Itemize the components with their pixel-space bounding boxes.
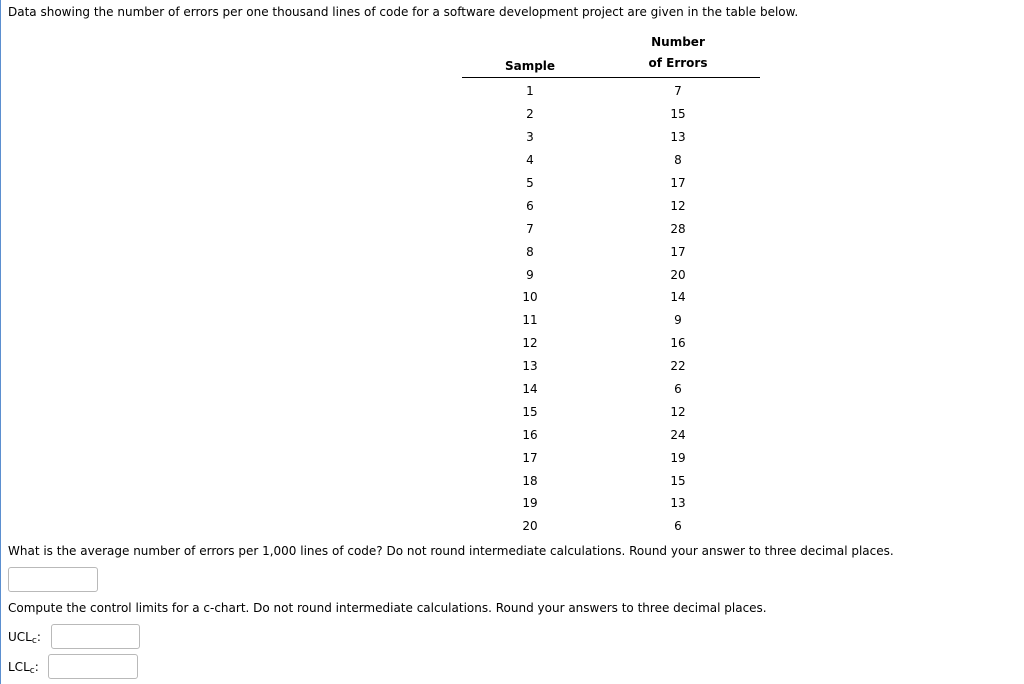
errors-cell: 17 xyxy=(670,244,686,259)
errors-cell: 17 xyxy=(670,176,686,190)
errors-cell: 14 xyxy=(670,290,686,305)
ucl-label xyxy=(8,629,41,649)
sample-cell: 13 xyxy=(522,359,538,374)
table-row xyxy=(462,400,760,423)
sample-cell: 6 xyxy=(526,198,534,213)
header-errors-line2: of Errors xyxy=(648,56,708,70)
table-row xyxy=(462,423,760,446)
lcl-colon: : xyxy=(34,660,39,674)
header-number-of-errors xyxy=(610,32,746,74)
table-body xyxy=(462,78,760,538)
errors-cell: 9 xyxy=(674,313,682,328)
errors-cell: 12 xyxy=(670,404,686,419)
question-average: What is the average number of errors per 1,000 lines of code? Do not round intermediate calculations. Round your answer to three decimal places. xyxy=(8,544,894,558)
sample-cell: 10 xyxy=(522,290,538,305)
errors-cell: 20 xyxy=(670,267,686,282)
lcl-subscript: c xyxy=(29,666,35,676)
sample-cell: 2 xyxy=(526,107,534,122)
sample-cell: 1 xyxy=(526,84,534,99)
intro-text: Data showing the number of errors per one thousand lines of code for a software development project are given in the table below. xyxy=(8,5,799,19)
errors-cell: 7 xyxy=(674,84,682,99)
sample-cell: 15 xyxy=(522,404,538,419)
sample-cell: 20 xyxy=(522,519,538,534)
errors-cell: 22 xyxy=(670,359,686,374)
table-row xyxy=(462,149,760,172)
sample-cell: 11 xyxy=(522,313,538,328)
sample-cell: 14 xyxy=(522,382,538,397)
left-border-rule xyxy=(0,0,1,684)
sample-cell: 18 xyxy=(522,473,538,488)
table-row xyxy=(462,378,760,401)
errors-cell: 13 xyxy=(670,130,686,145)
ucl-colon: : xyxy=(36,630,41,644)
lcl-label xyxy=(8,659,39,679)
table-row xyxy=(462,194,760,217)
table-row xyxy=(462,217,760,240)
sample-cell: 12 xyxy=(522,336,538,351)
table-header xyxy=(462,36,760,78)
average-errors-input[interactable] xyxy=(8,567,98,592)
table-row xyxy=(462,446,760,469)
header-errors-line1: Number xyxy=(651,35,705,49)
table-row xyxy=(462,355,760,378)
sample-cell: 7 xyxy=(526,221,534,236)
errors-cell: 8 xyxy=(674,153,682,168)
ucl-subscript: c xyxy=(31,636,37,646)
errors-cell: 15 xyxy=(670,473,686,488)
errors-cell: 6 xyxy=(674,519,682,534)
sample-cell: 17 xyxy=(522,450,538,465)
errors-cell: 15 xyxy=(670,107,686,122)
errors-cell: 16 xyxy=(670,336,686,351)
table-row xyxy=(462,126,760,149)
question-control-limits: Compute the control limits for a c-chart. Do not round intermediate calculations. Round your answers to three decimal places. xyxy=(8,601,767,615)
errors-cell: 24 xyxy=(670,427,686,442)
ucl-prefix: UCL xyxy=(8,630,32,644)
sample-cell: 19 xyxy=(522,496,538,511)
table-row xyxy=(462,240,760,263)
table-row xyxy=(462,469,760,492)
table-row xyxy=(462,309,760,332)
sample-cell: 9 xyxy=(526,267,534,282)
lcl-prefix: LCL xyxy=(8,660,30,674)
lcl-input[interactable] xyxy=(48,654,138,679)
errors-cell: 12 xyxy=(670,198,686,213)
sample-cell: 5 xyxy=(526,176,534,190)
table-row xyxy=(462,80,760,103)
errors-cell: 13 xyxy=(670,496,686,511)
header-sample: Sample xyxy=(504,59,556,73)
errors-cell: 28 xyxy=(670,221,686,236)
table-row xyxy=(462,172,760,195)
sample-cell: 3 xyxy=(526,130,534,145)
sample-cell: 4 xyxy=(526,153,534,168)
errors-cell: 6 xyxy=(674,382,682,397)
table-row xyxy=(462,332,760,355)
sample-cell: 16 xyxy=(522,427,538,442)
table-row xyxy=(462,515,760,538)
errors-cell: 19 xyxy=(670,450,686,465)
table-row xyxy=(462,286,760,309)
table-row xyxy=(462,103,760,126)
table-row xyxy=(462,263,760,286)
table-row xyxy=(462,492,760,515)
ucl-input[interactable] xyxy=(51,624,140,649)
errors-table xyxy=(462,36,760,538)
sample-cell: 8 xyxy=(526,244,534,259)
